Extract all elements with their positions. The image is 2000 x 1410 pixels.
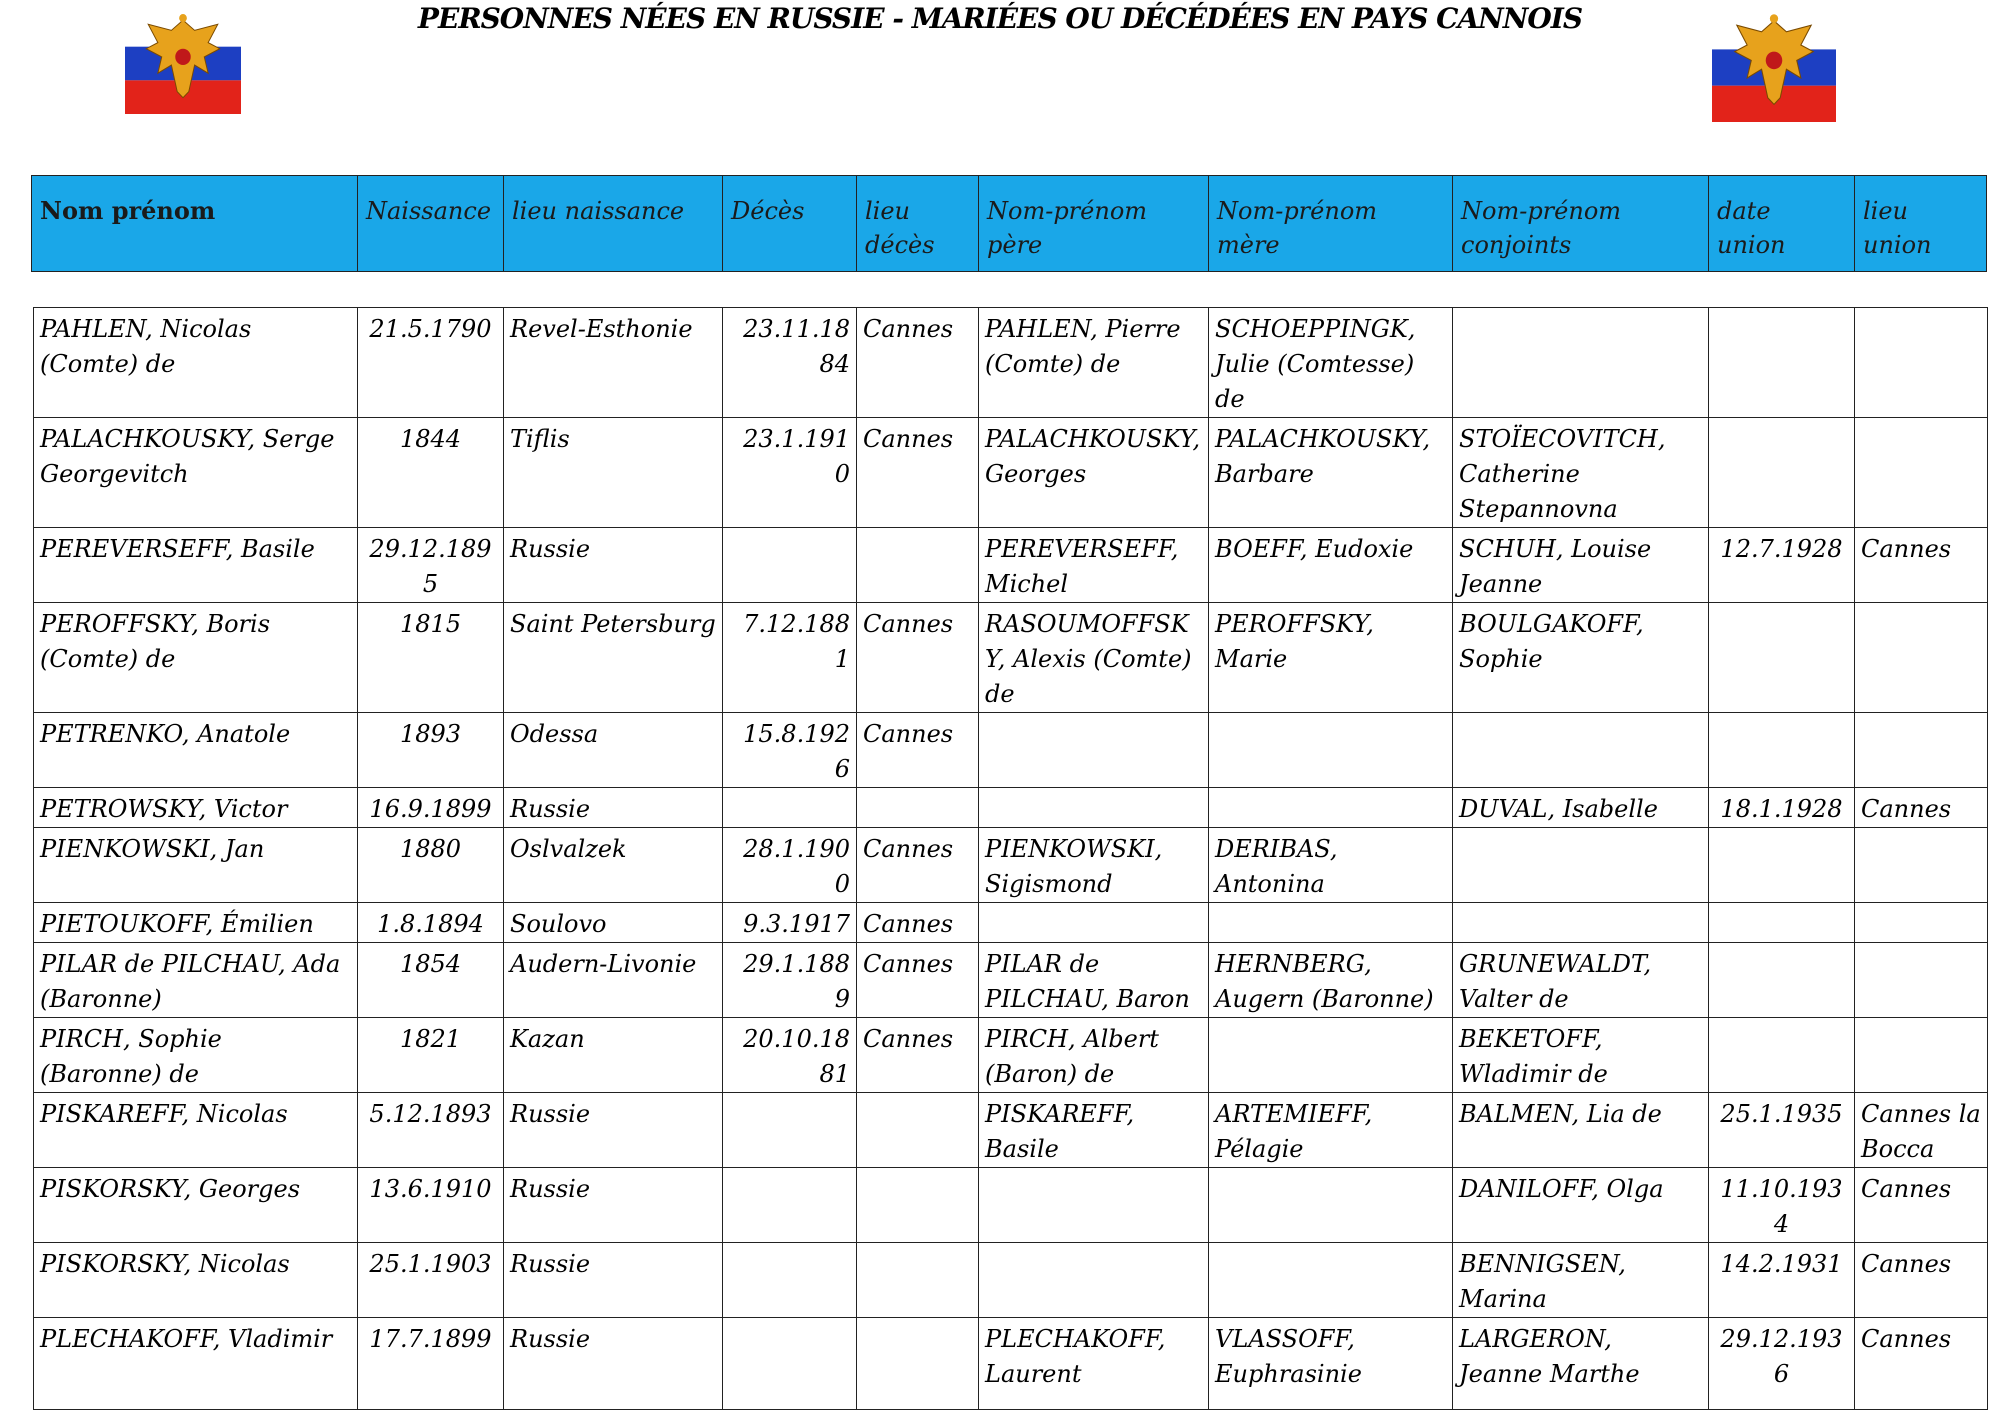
page-title: PERSONNES NÉES EN RUSSIE - MARIÉES OU DÉCÉDÉES EN PAYS CANNOIS bbox=[417, 2, 1583, 35]
header-naissance: Naissance bbox=[358, 176, 504, 272]
cell-mere bbox=[1209, 1168, 1453, 1243]
cell-date-union: 29.12.1936 bbox=[1709, 1318, 1855, 1410]
cell-deces: 23.1.1910 bbox=[723, 418, 857, 528]
cell-naissance: 29.12.1895 bbox=[358, 528, 504, 603]
cell-mere: PEROFFSKY, Marie bbox=[1209, 603, 1453, 713]
cell-nom-prenom: PAHLEN, Nicolas (Comte) de bbox=[34, 308, 358, 418]
cell-lieu-naissance: Oslvalzek bbox=[504, 828, 723, 903]
cell-conjoints: DUVAL, Isabelle bbox=[1453, 788, 1709, 828]
cell-naissance: 16.9.1899 bbox=[358, 788, 504, 828]
table-row bbox=[34, 603, 1988, 713]
cell-lieu-union bbox=[1855, 603, 1988, 713]
cell-date-union bbox=[1709, 713, 1855, 788]
table-row bbox=[34, 418, 1988, 528]
cell-mere: PALACHKOUSKY, Barbare bbox=[1209, 418, 1453, 528]
cell-nom-prenom: PISKORSKY, Nicolas bbox=[34, 1243, 358, 1318]
cell-lieu-deces bbox=[857, 1243, 979, 1318]
cell-date-union: 11.10.1934 bbox=[1709, 1168, 1855, 1243]
table-row bbox=[34, 713, 1988, 788]
cell-lieu-deces: Cannes bbox=[857, 1018, 979, 1093]
table-row bbox=[34, 308, 1988, 418]
header-pere: Nom-prénom père bbox=[979, 176, 1209, 272]
cell-conjoints: SCHUH, Louise Jeanne bbox=[1453, 528, 1709, 603]
cell-conjoints: STOÏECOVITCH, Catherine Stepannovna bbox=[1453, 418, 1709, 528]
cell-naissance: 1893 bbox=[358, 713, 504, 788]
cell-naissance: 1854 bbox=[358, 943, 504, 1018]
cell-conjoints: BENNIGSEN, Marina bbox=[1453, 1243, 1709, 1318]
cell-conjoints: BEKETOFF, Wladimir de bbox=[1453, 1018, 1709, 1093]
cell-nom-prenom: PISKORSKY, Georges bbox=[34, 1168, 358, 1243]
header-deces: Décès bbox=[723, 176, 857, 272]
records-table bbox=[33, 307, 1988, 1410]
cell-lieu-deces bbox=[857, 528, 979, 603]
cell-mere bbox=[1209, 903, 1453, 943]
table-row bbox=[34, 1243, 1988, 1318]
cell-pere: PISKAREFF, Basile bbox=[979, 1093, 1209, 1168]
cell-naissance: 17.7.1899 bbox=[358, 1318, 504, 1410]
cell-pere: PAHLEN, Pierre (Comte) de bbox=[979, 308, 1209, 418]
table-row bbox=[34, 1168, 1988, 1243]
cell-pere: PALACHKOUSKY, Georges bbox=[979, 418, 1209, 528]
cell-nom-prenom: PEROFFSKY, Boris (Comte) de bbox=[34, 603, 358, 713]
cell-lieu-deces: Cannes bbox=[857, 603, 979, 713]
cell-nom-prenom: PEREVERSEFF, Basile bbox=[34, 528, 358, 603]
header-date-union: date union bbox=[1709, 176, 1855, 272]
cell-lieu-naissance: Russie bbox=[504, 1093, 723, 1168]
cell-lieu-naissance: Russie bbox=[504, 788, 723, 828]
cell-lieu-union: Cannes bbox=[1855, 1243, 1988, 1318]
table-row bbox=[34, 1018, 1988, 1093]
cell-deces: 9.3.1917 bbox=[723, 903, 857, 943]
cell-date-union: 12.7.1928 bbox=[1709, 528, 1855, 603]
cell-nom-prenom: PISKAREFF, Nicolas bbox=[34, 1093, 358, 1168]
cell-lieu-deces: Cannes bbox=[857, 418, 979, 528]
cell-date-union bbox=[1709, 308, 1855, 418]
cell-date-union: 14.2.1931 bbox=[1709, 1243, 1855, 1318]
russian-imperial-flag-icon bbox=[125, 12, 241, 114]
cell-pere: RASOUMOFFSKY, Alexis (Comte) de bbox=[979, 603, 1209, 713]
cell-lieu-union: Cannes bbox=[1855, 788, 1988, 828]
header-conjoints: Nom-prénom conjoints bbox=[1453, 176, 1709, 272]
cell-pere: PEREVERSEFF, Michel bbox=[979, 528, 1209, 603]
cell-pere bbox=[979, 788, 1209, 828]
cell-nom-prenom: PETRENKO, Anatole bbox=[34, 713, 358, 788]
cell-lieu-naissance: Revel-Esthonie bbox=[504, 308, 723, 418]
cell-lieu-naissance: Tiflis bbox=[504, 418, 723, 528]
table-row bbox=[34, 788, 1988, 828]
cell-lieu-naissance: Kazan bbox=[504, 1018, 723, 1093]
cell-deces bbox=[723, 1168, 857, 1243]
cell-lieu-deces: Cannes bbox=[857, 943, 979, 1018]
cell-lieu-union bbox=[1855, 943, 1988, 1018]
cell-deces: 20.10.1881 bbox=[723, 1018, 857, 1093]
header-mere: Nom-prénom mère bbox=[1209, 176, 1453, 272]
cell-date-union bbox=[1709, 603, 1855, 713]
header-nom-prenom: Nom prénom bbox=[32, 176, 358, 272]
cell-deces bbox=[723, 788, 857, 828]
cell-deces bbox=[723, 1318, 857, 1410]
cell-lieu-deces bbox=[857, 1168, 979, 1243]
cell-pere: PILAR de PILCHAU, Baron bbox=[979, 943, 1209, 1018]
cell-lieu-union: Cannes bbox=[1855, 528, 1988, 603]
cell-pere: PLECHAKOFF, Laurent bbox=[979, 1318, 1209, 1410]
cell-lieu-deces: Cannes bbox=[857, 828, 979, 903]
cell-date-union bbox=[1709, 828, 1855, 903]
cell-deces: 23.11.1884 bbox=[723, 308, 857, 418]
cell-date-union bbox=[1709, 903, 1855, 943]
cell-lieu-naissance: Audern-Livonie bbox=[504, 943, 723, 1018]
cell-conjoints: GRUNEWALDT, Valter de bbox=[1453, 943, 1709, 1018]
cell-mere: SCHOEPPINGK, Julie (Comtesse) de bbox=[1209, 308, 1453, 418]
cell-naissance: 25.1.1903 bbox=[358, 1243, 504, 1318]
cell-pere bbox=[979, 1168, 1209, 1243]
cell-lieu-naissance: Russie bbox=[504, 1243, 723, 1318]
cell-conjoints bbox=[1453, 713, 1709, 788]
cell-conjoints bbox=[1453, 828, 1709, 903]
cell-nom-prenom: PIETOUKOFF, Émilien bbox=[34, 903, 358, 943]
header-lieu-naissance: lieu naissance bbox=[504, 176, 723, 272]
cell-lieu-naissance: Russie bbox=[504, 1168, 723, 1243]
cell-naissance: 1844 bbox=[358, 418, 504, 528]
cell-lieu-union bbox=[1855, 903, 1988, 943]
russian-imperial-flag-icon bbox=[1712, 12, 1836, 122]
table-row bbox=[34, 1318, 1988, 1410]
table-row bbox=[34, 943, 1988, 1018]
cell-lieu-union bbox=[1855, 1018, 1988, 1093]
cell-date-union: 25.1.1935 bbox=[1709, 1093, 1855, 1168]
cell-date-union bbox=[1709, 418, 1855, 528]
cell-naissance: 1.8.1894 bbox=[358, 903, 504, 943]
header-lieu-deces: lieu décès bbox=[857, 176, 979, 272]
cell-lieu-union bbox=[1855, 418, 1988, 528]
table-row bbox=[34, 1093, 1988, 1168]
cell-mere: HERNBERG, Augern (Baronne) bbox=[1209, 943, 1453, 1018]
cell-lieu-deces bbox=[857, 788, 979, 828]
cell-lieu-union bbox=[1855, 308, 1988, 418]
cell-date-union bbox=[1709, 943, 1855, 1018]
cell-lieu-deces: Cannes bbox=[857, 713, 979, 788]
cell-pere bbox=[979, 713, 1209, 788]
cell-deces: 7.12.1881 bbox=[723, 603, 857, 713]
cell-nom-prenom: PIRCH, Sophie (Baronne) de bbox=[34, 1018, 358, 1093]
cell-deces bbox=[723, 1093, 857, 1168]
cell-naissance: 1880 bbox=[358, 828, 504, 903]
cell-nom-prenom: PETROWSKY, Victor bbox=[34, 788, 358, 828]
cell-nom-prenom: PILAR de PILCHAU, Ada (Baronne) bbox=[34, 943, 358, 1018]
cell-lieu-naissance: Russie bbox=[504, 528, 723, 603]
cell-mere: DERIBAS, Antonina bbox=[1209, 828, 1453, 903]
cell-conjoints: LARGERON, Jeanne Marthe bbox=[1453, 1318, 1709, 1410]
cell-mere bbox=[1209, 1018, 1453, 1093]
cell-lieu-union: Cannes la Bocca bbox=[1855, 1093, 1988, 1168]
cell-deces bbox=[723, 1243, 857, 1318]
cell-deces: 28.1.1900 bbox=[723, 828, 857, 903]
cell-mere: VLASSOFF, Euphrasinie bbox=[1209, 1318, 1453, 1410]
cell-nom-prenom: PLECHAKOFF, Vladimir bbox=[34, 1318, 358, 1410]
cell-nom-prenom: PIENKOWSKI, Jan bbox=[34, 828, 358, 903]
cell-conjoints: BALMEN, Lia de bbox=[1453, 1093, 1709, 1168]
table-row bbox=[34, 903, 1988, 943]
cell-lieu-naissance: Soulovo bbox=[504, 903, 723, 943]
cell-deces: 29.1.1889 bbox=[723, 943, 857, 1018]
cell-naissance: 1815 bbox=[358, 603, 504, 713]
cell-pere bbox=[979, 903, 1209, 943]
cell-conjoints: DANILOFF, Olga bbox=[1453, 1168, 1709, 1243]
cell-naissance: 1821 bbox=[358, 1018, 504, 1093]
cell-nom-prenom: PALACHKOUSKY, Serge Georgevitch bbox=[34, 418, 358, 528]
cell-lieu-deces: Cannes bbox=[857, 903, 979, 943]
cell-conjoints: BOULGAKOFF, Sophie bbox=[1453, 603, 1709, 713]
cell-conjoints bbox=[1453, 308, 1709, 418]
cell-mere bbox=[1209, 713, 1453, 788]
cell-pere: PIENKOWSKI, Sigismond bbox=[979, 828, 1209, 903]
cell-date-union: 18.1.1928 bbox=[1709, 788, 1855, 828]
cell-lieu-naissance: Saint Petersburg bbox=[504, 603, 723, 713]
cell-naissance: 13.6.1910 bbox=[358, 1168, 504, 1243]
cell-lieu-deces bbox=[857, 1093, 979, 1168]
cell-pere bbox=[979, 1243, 1209, 1318]
cell-lieu-deces: Cannes bbox=[857, 308, 979, 418]
cell-deces bbox=[723, 528, 857, 603]
cell-lieu-union bbox=[1855, 828, 1988, 903]
cell-mere: ARTEMIEFF, Pélagie bbox=[1209, 1093, 1453, 1168]
cell-lieu-union bbox=[1855, 713, 1988, 788]
header-lieu-union: lieu union bbox=[1855, 176, 1987, 272]
cell-mere: BOEFF, Eudoxie bbox=[1209, 528, 1453, 603]
cell-lieu-naissance: Russie bbox=[504, 1318, 723, 1410]
table-header bbox=[31, 175, 1987, 272]
cell-lieu-deces bbox=[857, 1318, 979, 1410]
cell-lieu-naissance: Odessa bbox=[504, 713, 723, 788]
table-row bbox=[34, 528, 1988, 603]
cell-pere: PIRCH, Albert (Baron) de bbox=[979, 1018, 1209, 1093]
cell-mere bbox=[1209, 1243, 1453, 1318]
cell-deces: 15.8.1926 bbox=[723, 713, 857, 788]
cell-naissance: 21.5.1790 bbox=[358, 308, 504, 418]
cell-naissance: 5.12.1893 bbox=[358, 1093, 504, 1168]
cell-date-union bbox=[1709, 1018, 1855, 1093]
table-row bbox=[34, 828, 1988, 903]
cell-mere bbox=[1209, 788, 1453, 828]
cell-lieu-union: Cannes bbox=[1855, 1318, 1988, 1410]
cell-lieu-union: Cannes bbox=[1855, 1168, 1988, 1243]
cell-conjoints bbox=[1453, 903, 1709, 943]
